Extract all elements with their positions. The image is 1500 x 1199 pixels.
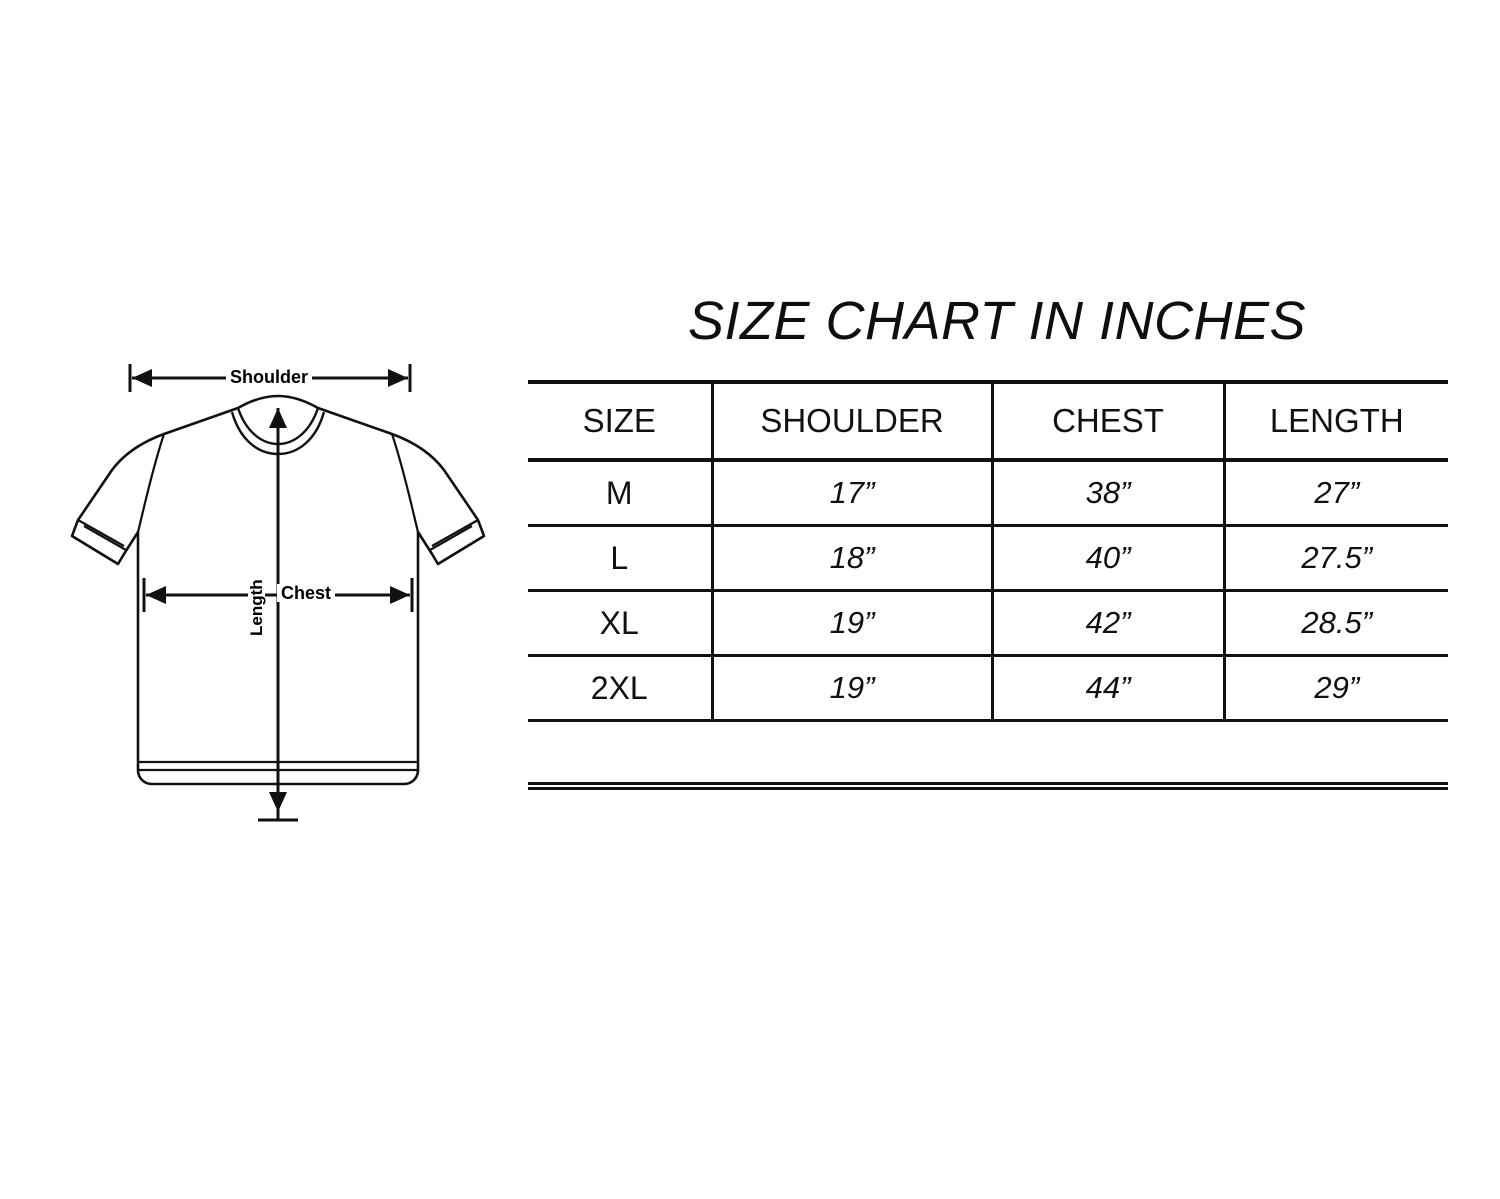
size-chart: [528, 290, 1448, 790]
shoulder-arrow-head-right: [388, 369, 408, 387]
tshirt-outline-icon: [40, 350, 510, 850]
cell-chest: 42”: [992, 591, 1224, 656]
cell-chest: 44”: [992, 656, 1224, 721]
table-row: [528, 526, 1448, 591]
tshirt-measurement-diagram: [40, 350, 510, 850]
cell-chest: 40”: [992, 526, 1224, 591]
shoulder-arrow-head-left: [132, 369, 152, 387]
cell-empty: [528, 784, 1448, 789]
cell-size: M: [528, 460, 712, 526]
column-header-length: LENGTH: [1224, 382, 1448, 460]
length-arrow-head-bottom: [269, 792, 287, 812]
cell-length: 29”: [1224, 656, 1448, 721]
table-row-empty: [528, 721, 1448, 784]
cell-shoulder: 19”: [712, 591, 992, 656]
cell-size: XL: [528, 591, 712, 656]
cell-length: 28.5”: [1224, 591, 1448, 656]
table-row-empty: [528, 784, 1448, 789]
chest-label: Chest: [277, 584, 335, 602]
cell-length: 27”: [1224, 460, 1448, 526]
column-header-chest: CHEST: [992, 382, 1224, 460]
table-row: [528, 460, 1448, 526]
cell-empty: [528, 721, 1448, 784]
table-row: [528, 591, 1448, 656]
shoulder-label: Shoulder: [226, 368, 312, 386]
table-row: [528, 656, 1448, 721]
column-header-shoulder: SHOULDER: [712, 382, 992, 460]
column-header-size: SIZE: [528, 382, 712, 460]
chart-title: SIZE CHART IN INCHES: [687, 291, 1307, 351]
cell-chest: 38”: [992, 460, 1224, 526]
cell-shoulder: 18”: [712, 526, 992, 591]
length-label: Length: [248, 575, 265, 640]
cell-size: 2XL: [528, 656, 712, 721]
size-chart-table: [528, 380, 1448, 790]
table-header-row: [528, 382, 1448, 460]
cell-shoulder: 19”: [712, 656, 992, 721]
cell-size: L: [528, 526, 712, 591]
cell-length: 27.5”: [1224, 526, 1448, 591]
cell-shoulder: 17”: [712, 460, 992, 526]
